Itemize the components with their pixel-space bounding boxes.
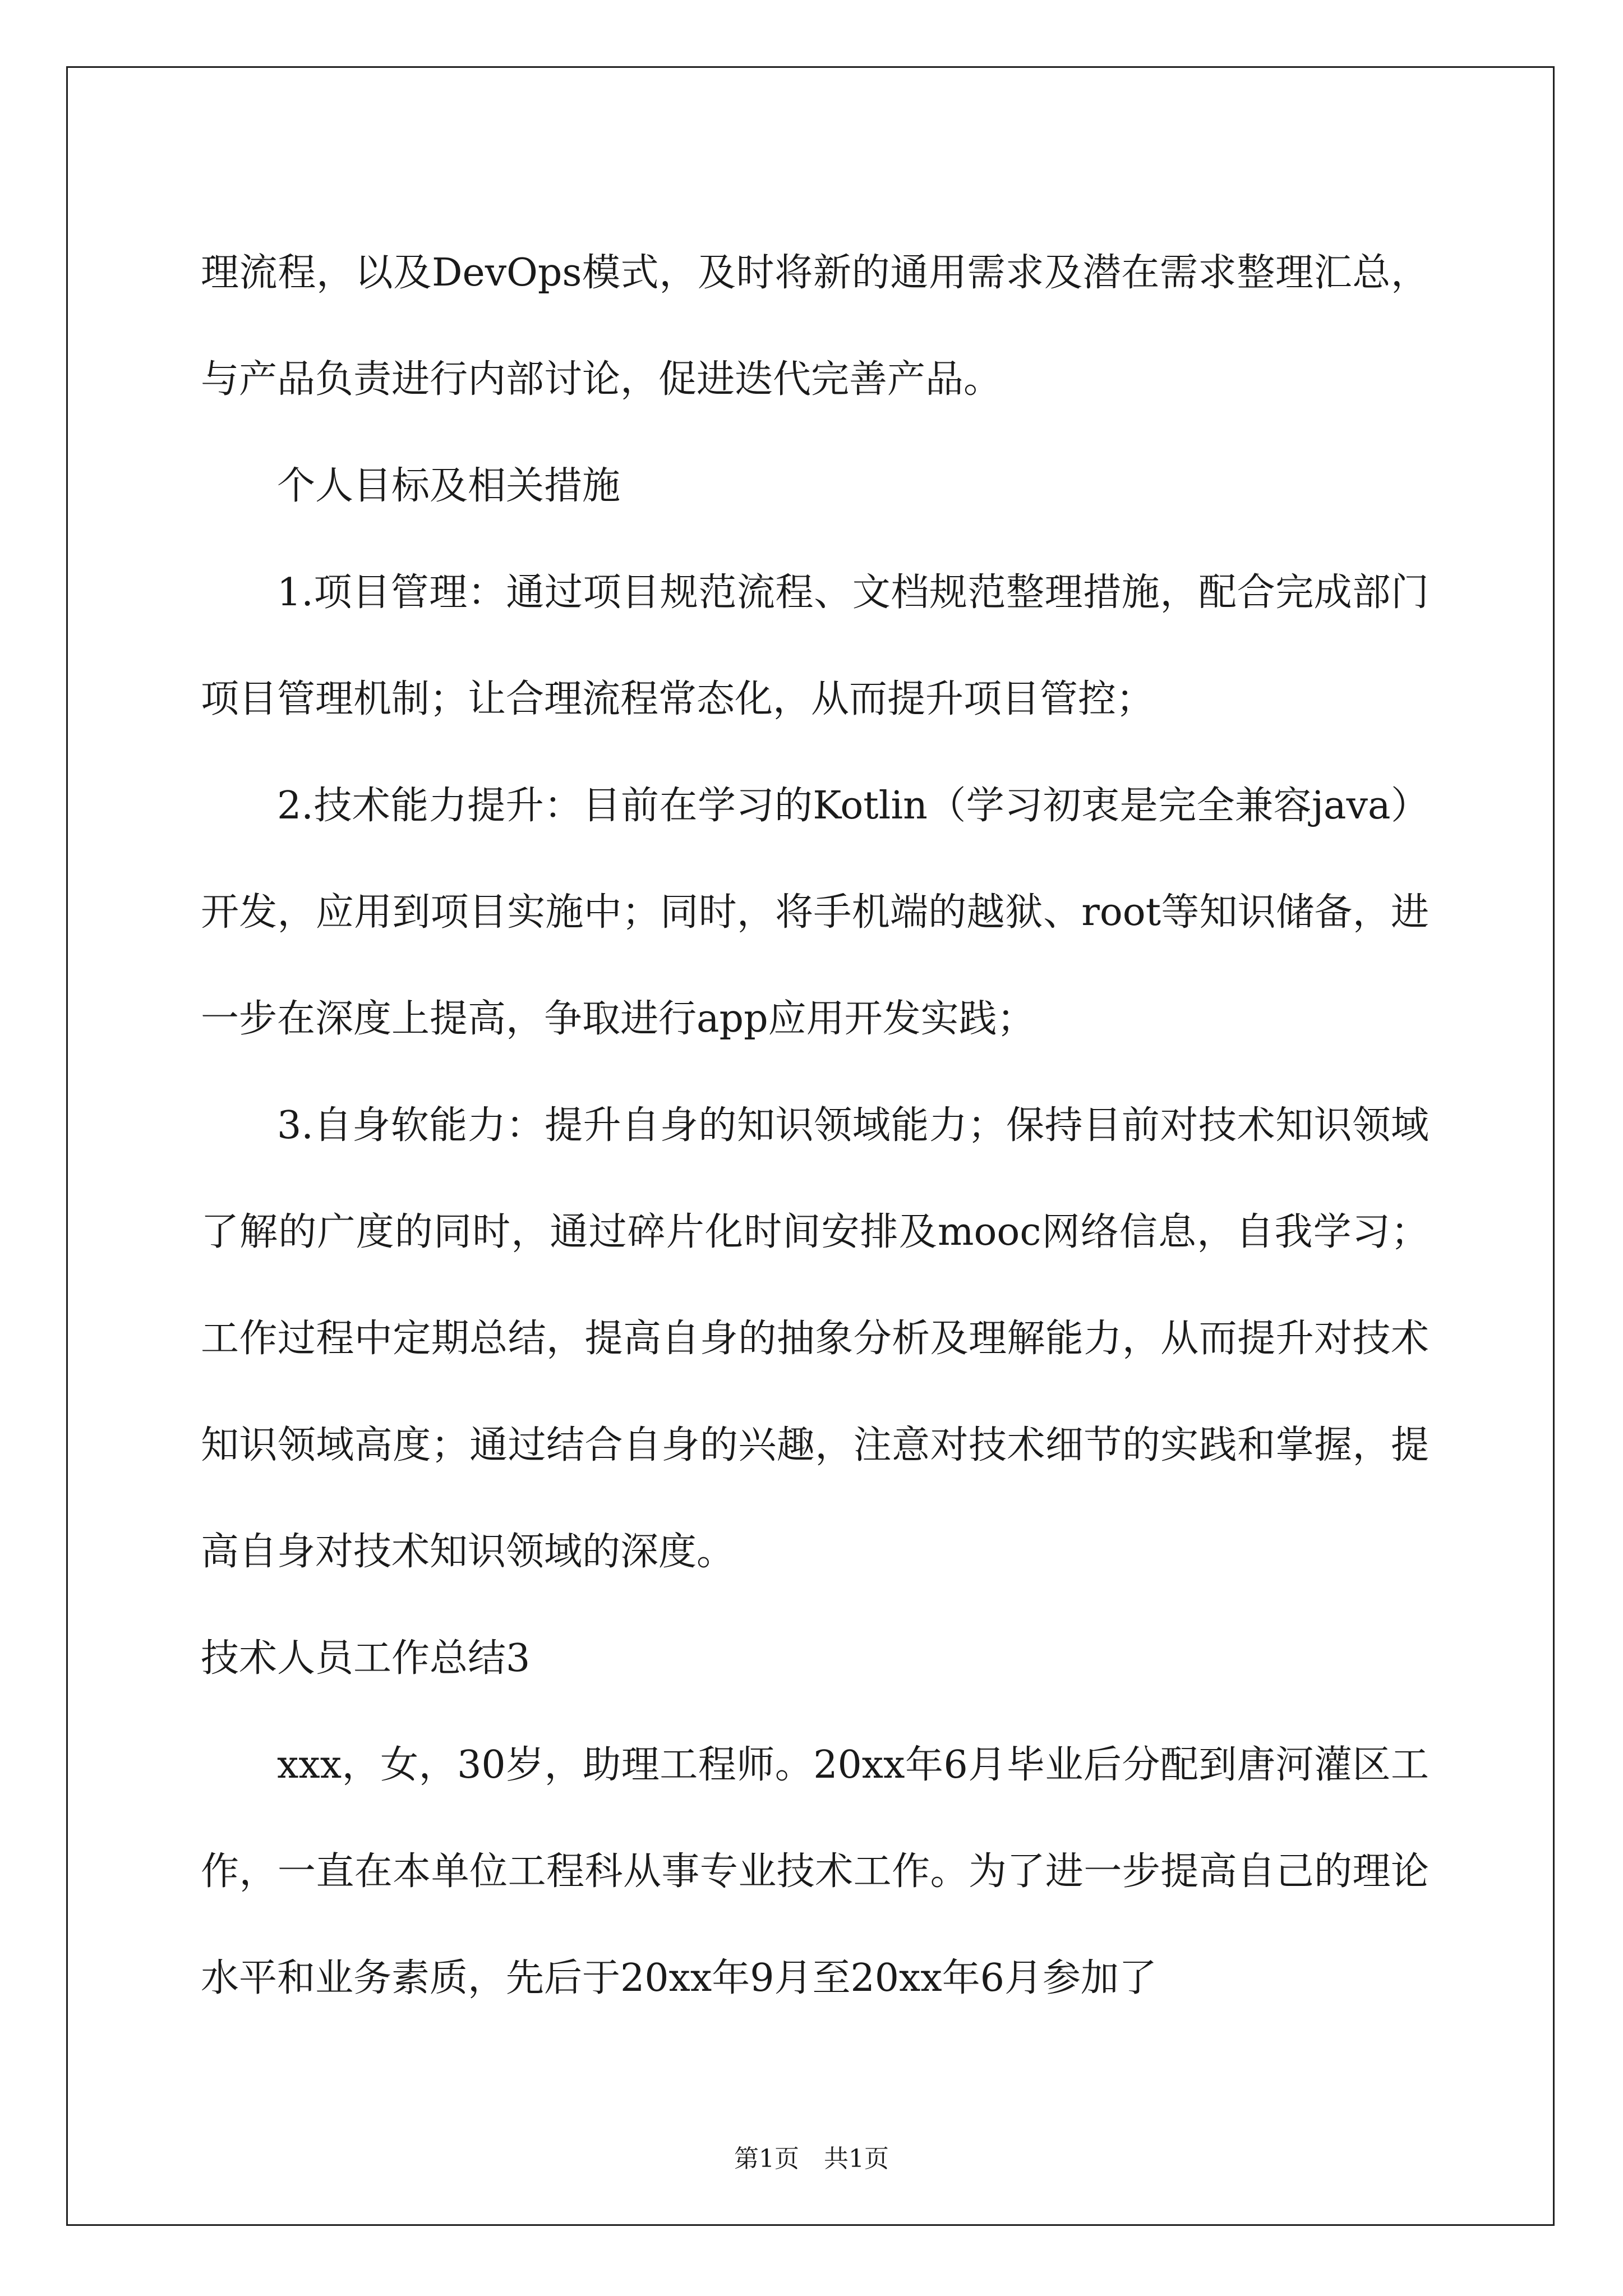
paragraph: 1.项目管理：通过项目规范流程、文档规范整理措施，配合完成部门项目管理机制；让合理流程常态化，从而提升项目管控； [201, 570, 1429, 721]
paragraph: 理流程，以及DevOps模式，及时将新的通用需求及潜在需求整理汇总，与产品负责进行内部讨论，促进迭代完善产品。 [201, 251, 1429, 402]
paragraph: 3.自身软能力：提升自身的知识领域能力；保持目前对技术知识领域了解的广度的同时，通过碎片化时间安排及mooc网络信息，自我学习；工作过程中定期总结，提高自身的抽象分析及理解能力，从而提升对技术知识领域高度；通过结合自身的兴趣，注意对技术细节的实践和掌握，提高自身对技术知识领域的深度。 [201, 1103, 1429, 1574]
document-body [201, 220, 1429, 2032]
section-title: 技术人员工作总结3 [201, 1636, 531, 1681]
paragraph: xxx，女，30岁，助理工程师。20xx年6月毕业后分配到唐河灌区工作，一直在本单位工程科从事专业技术工作。为了进一步提高自己的理论水平和业务素质，先后于20xx年9月至20xx年6月参加了 [201, 1743, 1429, 2000]
paragraph-heading: 个人目标及相关措施 [277, 464, 621, 508]
paragraph: 2.技术能力提升：目前在学习的Kotlin（学习初衷是完全兼容java）开发，应用到项目实施中；同时，将手机端的越狱、root等知识储备，进一步在深度上提高，争取进行app应用开发实践； [201, 784, 1429, 1041]
page-footer: 第1页 共1页 [734, 2145, 889, 2173]
